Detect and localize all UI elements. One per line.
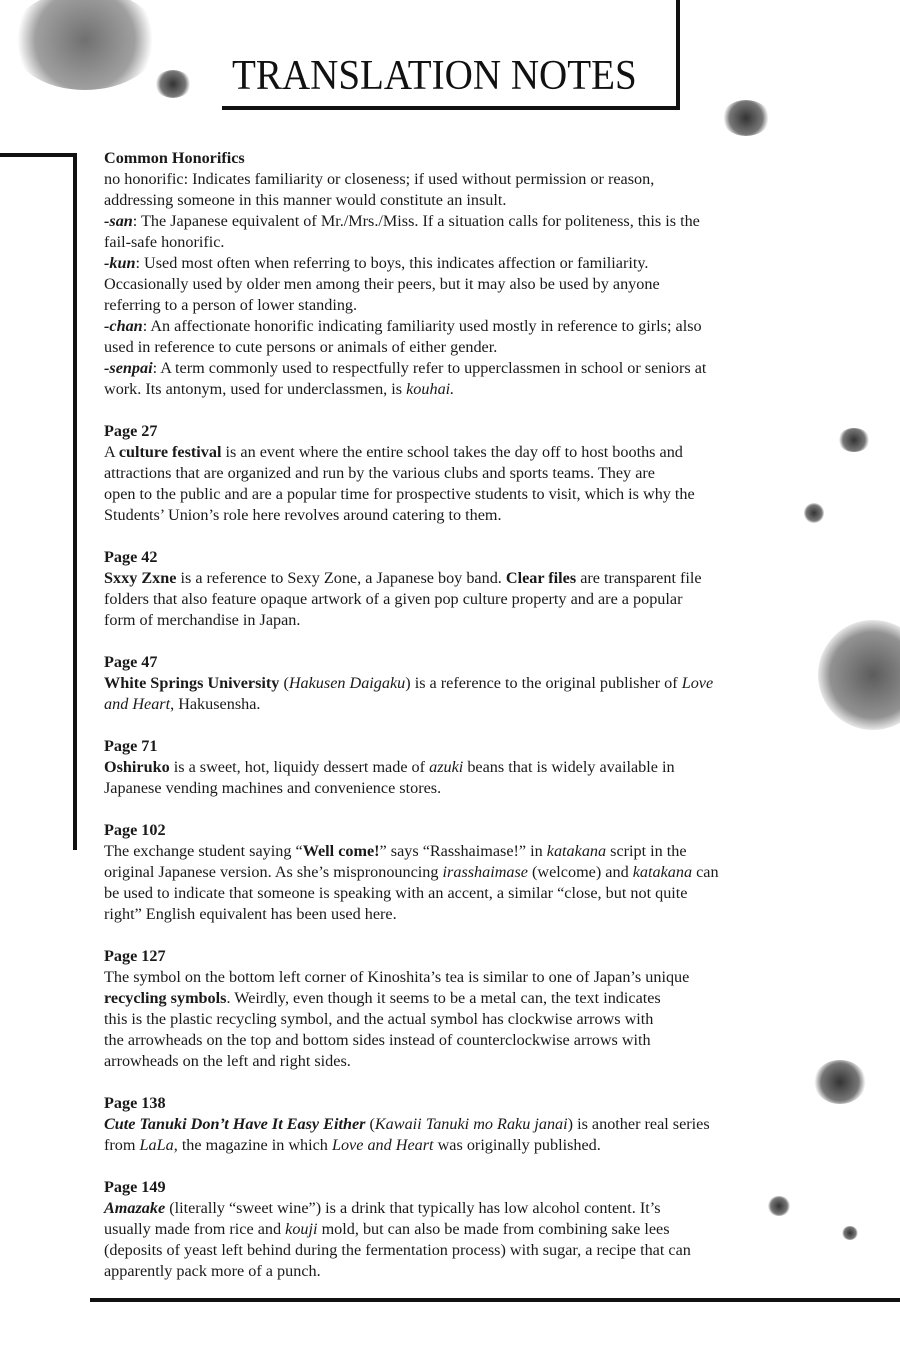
text-line bbox=[104, 904, 804, 925]
text-run: can bbox=[692, 863, 719, 881]
text-run: : An affectionate honorific indicating familiarity used mostly in reference to girls; also bbox=[142, 317, 702, 335]
page-title: TRANSLATION NOTES bbox=[232, 53, 637, 99]
note-section bbox=[104, 1093, 804, 1156]
emphasized-term: and Heart bbox=[104, 695, 171, 713]
text-run: , the magazine in which bbox=[173, 1136, 332, 1154]
section-gap bbox=[104, 526, 804, 547]
text-run: ( bbox=[365, 1115, 375, 1133]
emphasized-term: -senpai bbox=[104, 359, 153, 377]
text-line bbox=[104, 505, 804, 526]
section-gap bbox=[104, 1072, 804, 1093]
bottom-rule bbox=[90, 1298, 900, 1302]
emphasized-term: katakana bbox=[546, 842, 607, 860]
ink-blot-decoration bbox=[722, 100, 770, 136]
ink-blot-decoration bbox=[818, 620, 900, 730]
text-line bbox=[104, 694, 804, 715]
text-run: original Japanese version. As she’s mispronouncing bbox=[104, 863, 443, 881]
text-run: . Weirdly, even though it seems to be a metal can, the text indicates bbox=[226, 989, 661, 1007]
note-section bbox=[104, 1177, 804, 1282]
section-gap bbox=[104, 799, 804, 820]
text-run: A bbox=[104, 443, 119, 461]
text-run: mold, but can also be made from combining sake lees bbox=[317, 1220, 670, 1238]
text-run: arrowheads on the left and right sides. bbox=[104, 1052, 351, 1070]
emphasized-term: Hakusen Daigaku bbox=[288, 674, 406, 692]
title-underline bbox=[222, 106, 680, 110]
text-run: (literally “sweet wine”) is a drink that typically has low alcohol content. It’s bbox=[165, 1199, 661, 1217]
text-run: is a sweet, hot, liquidy dessert made of bbox=[169, 758, 430, 776]
text-line bbox=[104, 1030, 804, 1051]
text-run: Japanese vending machines and convenience stores. bbox=[104, 779, 442, 797]
text-run: folders that also feature opaque artwork of a given pop culture property and are a popular bbox=[104, 590, 683, 608]
text-run: are transparent file bbox=[576, 569, 702, 587]
text-line bbox=[104, 610, 804, 631]
ink-blot-decoration bbox=[804, 503, 824, 523]
text-line bbox=[104, 988, 804, 1009]
text-run: ) is another real series bbox=[567, 1115, 710, 1133]
section-heading: Page 42 bbox=[104, 548, 158, 566]
emphasized-term: culture festival bbox=[118, 443, 222, 461]
text-run: from bbox=[104, 1136, 140, 1154]
ink-blot-decoration bbox=[814, 1060, 866, 1104]
section-gap bbox=[104, 925, 804, 946]
text-run: : The Japanese equivalent of Mr./Mrs./Miss. If a situation calls for politeness, this is the bbox=[132, 212, 700, 230]
text-run: (welcome) and bbox=[528, 863, 633, 881]
emphasized-term: Sxxy Zxne bbox=[104, 569, 177, 587]
text-line bbox=[104, 1009, 804, 1030]
text-line bbox=[104, 589, 804, 610]
text-line bbox=[104, 232, 804, 253]
text-line bbox=[104, 862, 804, 883]
emphasized-term: LaLa bbox=[139, 1136, 174, 1154]
text-run: The symbol on the bottom left corner of Kinoshita’s tea is similar to one of Japan’s unique bbox=[104, 968, 690, 986]
text-run: attractions that are organized and run by the various clubs and sports teams. They are bbox=[104, 464, 655, 482]
text-line bbox=[104, 1051, 804, 1072]
note-section bbox=[104, 946, 804, 1072]
left-bracket-top bbox=[0, 153, 77, 157]
text-line bbox=[104, 295, 804, 316]
emphasized-term: -san bbox=[104, 212, 133, 230]
emphasized-term: Amazake bbox=[104, 1199, 166, 1217]
text-run: open to the public and are a popular time for prospective students to visit, which is why the bbox=[104, 485, 695, 503]
section-gap bbox=[104, 715, 804, 736]
text-run: the arrowheads on the top and bottom sides instead of counterclockwise arrows with bbox=[104, 1031, 651, 1049]
text-run: ” says “Rasshaimase!” in bbox=[379, 842, 547, 860]
emphasized-term: White Springs University bbox=[104, 674, 280, 692]
text-line bbox=[104, 967, 804, 988]
note-section bbox=[104, 736, 804, 799]
text-line bbox=[104, 1198, 804, 1219]
ink-blot-decoration bbox=[10, 0, 160, 90]
left-bracket-vertical bbox=[73, 153, 77, 850]
emphasized-term: Love and Heart bbox=[331, 1136, 434, 1154]
text-run: : A term commonly used to respectfully refer to upperclassmen in school or seniors at bbox=[152, 359, 707, 377]
text-line bbox=[104, 1219, 804, 1240]
section-gap bbox=[104, 1156, 804, 1177]
note-section bbox=[104, 421, 804, 526]
text-run: Students’ Union’s role here revolves around catering to them. bbox=[104, 506, 502, 524]
text-line bbox=[104, 568, 804, 589]
emphasized-term: katakana bbox=[632, 863, 693, 881]
emphasized-term: azuki bbox=[429, 758, 464, 776]
text-run: was originally published. bbox=[433, 1136, 601, 1154]
emphasized-term: kouji bbox=[285, 1220, 318, 1238]
text-run: : Used most often when referring to boys, this indicates affection or familiarity. bbox=[135, 254, 649, 272]
text-run: ) is a reference to the original publisher of bbox=[405, 674, 682, 692]
text-run: apparently pack more of a punch. bbox=[104, 1262, 321, 1280]
text-run: script in the bbox=[606, 842, 687, 860]
text-run: Occasionally used by older men among their peers, but it may also be used by anyone bbox=[104, 275, 660, 293]
text-run: beans that is widely available in bbox=[463, 758, 675, 776]
text-run: usually made from rice and bbox=[104, 1220, 286, 1238]
section-heading: Page 102 bbox=[104, 821, 166, 839]
ink-blot-decoration bbox=[838, 428, 870, 452]
text-run: is a reference to Sexy Zone, a Japanese boy band. bbox=[176, 569, 506, 587]
section-heading: Page 149 bbox=[104, 1178, 166, 1196]
note-section bbox=[104, 547, 804, 631]
emphasized-term: recycling symbols bbox=[104, 989, 227, 1007]
note-section bbox=[104, 652, 804, 715]
text-run: (deposits of yeast left behind during the fermentation process) with sugar, a recipe that can bbox=[104, 1241, 691, 1259]
text-run: form of merchandise in Japan. bbox=[104, 611, 301, 629]
text-run: no honorific: Indicates familiarity or closeness; if used without permission or reason, bbox=[104, 170, 655, 188]
emphasized-term: -chan bbox=[104, 317, 143, 335]
text-line bbox=[104, 883, 804, 904]
text-line bbox=[104, 316, 804, 337]
text-line bbox=[104, 337, 804, 358]
emphasized-term: irasshaimase bbox=[442, 863, 528, 881]
ink-blot-decoration bbox=[842, 1226, 858, 1240]
text-run: referring to a person of lower standing. bbox=[104, 296, 358, 314]
text-run: be used to indicate that someone is speaking with an accent, a similar “close, but not quite bbox=[104, 884, 688, 902]
section-heading: Page 47 bbox=[104, 653, 158, 671]
emphasized-term: Well come! bbox=[302, 842, 380, 860]
emphasized-term: -kun bbox=[104, 254, 136, 272]
translation-notes-body bbox=[104, 148, 804, 1282]
text-run: The exchange student saying “ bbox=[104, 842, 303, 860]
text-run: fail-safe honorific. bbox=[104, 233, 225, 251]
text-line bbox=[104, 442, 804, 463]
text-line bbox=[104, 274, 804, 295]
section-heading: Common Honorifics bbox=[104, 149, 245, 167]
text-line bbox=[104, 358, 804, 379]
text-run: work. Its antonym, used for underclassmen, is bbox=[104, 380, 407, 398]
ink-blot-decoration bbox=[155, 70, 191, 98]
section-heading: Page 127 bbox=[104, 947, 166, 965]
section-gap bbox=[104, 400, 804, 421]
text-line bbox=[104, 1240, 804, 1261]
text-run: addressing someone in this manner would constitute an insult. bbox=[104, 191, 507, 209]
section-heading: Page 71 bbox=[104, 737, 158, 755]
text-line bbox=[104, 778, 804, 799]
text-run: right” English equivalent has been used here. bbox=[104, 905, 397, 923]
text-run: , Hakusensha. bbox=[170, 695, 261, 713]
text-run: ( bbox=[279, 674, 289, 692]
emphasized-term: Kawaii Tanuki mo Raku janai bbox=[374, 1115, 568, 1133]
text-line bbox=[104, 673, 804, 694]
section-heading: Page 138 bbox=[104, 1094, 166, 1112]
text-line bbox=[104, 1261, 804, 1282]
text-line bbox=[104, 484, 804, 505]
text-line bbox=[104, 211, 804, 232]
emphasized-term: Cute Tanuki Don’t Have It Easy Either bbox=[104, 1115, 366, 1133]
text-run: this is the plastic recycling symbol, and the actual symbol has clockwise arrows with bbox=[104, 1010, 654, 1028]
emphasized-term: Clear files bbox=[505, 569, 577, 587]
text-run: used in reference to cute persons or animals of either gender. bbox=[104, 338, 498, 356]
text-line bbox=[104, 190, 804, 211]
text-line bbox=[104, 253, 804, 274]
section-gap bbox=[104, 631, 804, 652]
note-section bbox=[104, 820, 804, 925]
text-run: is an event where the entire school takes the day off to host booths and bbox=[221, 443, 683, 461]
text-line bbox=[104, 379, 804, 400]
text-line bbox=[104, 1114, 804, 1135]
emphasized-term: Oshiruko bbox=[104, 758, 170, 776]
emphasized-term: kouhai. bbox=[406, 380, 455, 398]
section-heading: Page 27 bbox=[104, 422, 158, 440]
text-line bbox=[104, 463, 804, 484]
text-line bbox=[104, 169, 804, 190]
text-line bbox=[104, 1135, 804, 1156]
text-line bbox=[104, 757, 804, 778]
title-frame-vertical bbox=[676, 0, 680, 110]
emphasized-term: Love bbox=[681, 674, 714, 692]
text-line bbox=[104, 841, 804, 862]
note-section bbox=[104, 148, 804, 400]
